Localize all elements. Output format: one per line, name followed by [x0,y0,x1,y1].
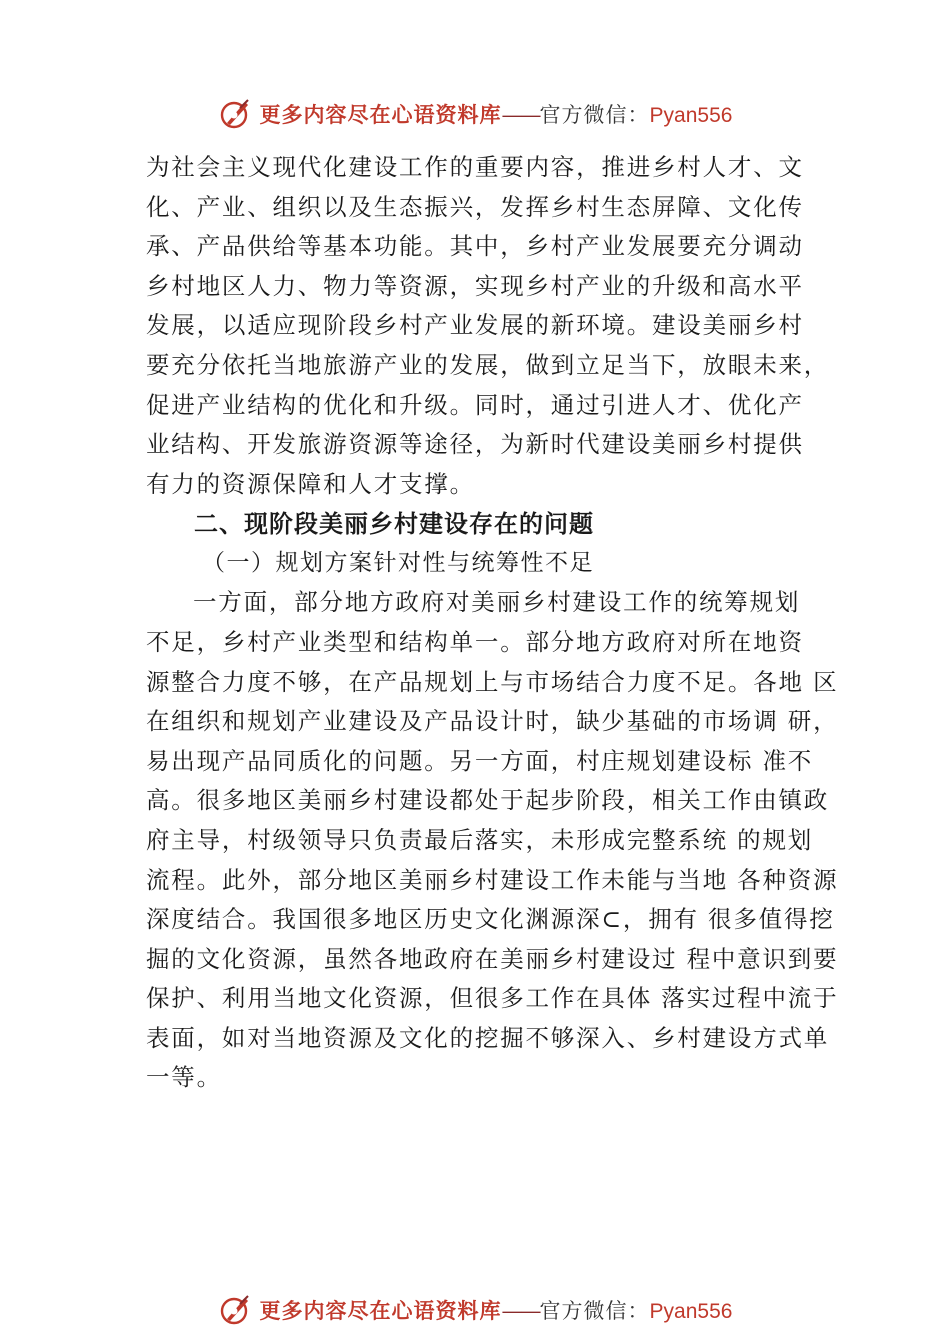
banner-wechat-label: 官方微信： [539,1299,650,1323]
text-line: 乡村地区人力、物力等资源，实现乡村产业的升级和高水平 [146,271,804,300]
text-line: 一方面，部分地方政府对美丽乡村建设工作的统筹规划 [193,588,801,617]
text-line: 不足，乡村产业类型和结构单一。部分地方政府对所在地资 [146,627,804,656]
text-line: 高。很多地区美丽乡村建设都处于起步阶段，相关工作由镇政 [146,786,830,815]
banner-dash: —— [501,1299,540,1323]
banner-dash: —— [501,103,540,127]
header-watermark-banner [0,92,950,136]
text-line: 承、产品供给等基本功能。其中，乡村产业发展要充分调动 [146,232,804,261]
text-line: 在组织和规划产业建设及产品设计时，缺少基础的市场调 研， [146,707,839,736]
text-line: 易出现产品同质化的问题。另一方面，村庄规划建设标 准不 [146,746,814,775]
text-line: 源整合力度不够，在产品规划上与市场结合力度不足。各地 区 [146,667,839,696]
quill-logo-icon [218,96,254,132]
text-line: 一等。 [146,1063,222,1092]
paragraph-problems [146,583,839,1098]
text-line: 有力的资源保障和人才支撑。 [146,469,475,498]
text-line: 流程。此外，部分地区美丽乡村建设工作未能与当地 各种资源 [146,865,839,894]
banner-wechat-label: 官方微信： [539,103,650,127]
text-line: 化、产业、组织以及生态振兴，发挥乡村生态屏障、文化传 [146,192,804,221]
banner-text [260,99,733,129]
banner-text [260,1295,733,1325]
text-line: 促进产业结构的优化和升级。同时，通过引进人才、优化产 [146,390,804,419]
text-line: 要充分依托当地旅游产业的发展，做到立足当下，放眼未来， [146,350,830,379]
subsection-heading: （一）规划方案针对性与统筹性不足 [202,550,594,577]
text-line: 掘的文化资源，虽然各地政府在美丽乡村建设过 程中意识到要 [146,944,839,973]
text-line: 保护、利用当地文化资源，但很多工作在具体 落实过程中流于 [146,984,839,1013]
text-line: 为社会主义现代化建设工作的重要内容，推进乡村人才、文 [146,153,804,181]
text-line: 发展，以适应现阶段乡村产业发展的新环境。建设美丽乡村 [146,311,804,340]
paragraph-intro [146,148,836,504]
quill-logo-icon [218,1292,254,1328]
text-line: 表面，如对当地资源及文化的挖掘不够深入、乡村建设方式单 [146,1023,830,1052]
banner-wechat-id: Pyan556 [649,1300,733,1323]
banner-site-name: 更多内容尽在心语资料库 [259,1298,502,1323]
banner-wechat-id: Pyan556 [649,104,733,127]
text-line: 府主导，村级领导只负责最后落实，未形成完整系统 的规划 [146,825,814,854]
banner-site-name: 更多内容尽在心语资料库 [259,102,502,127]
section-heading: 二、现阶段美丽乡村建设存在的问题 [194,510,594,539]
text-line: 业结构、开发旅游资源等途径，为新时代建设美丽乡村提供 [146,430,804,459]
document-body [146,148,839,1098]
text-line: 深度结合。我国很多地区历史文化渊源深⊂，拥有 很多值得挖 [146,905,835,934]
footer-watermark-banner [0,1288,950,1332]
